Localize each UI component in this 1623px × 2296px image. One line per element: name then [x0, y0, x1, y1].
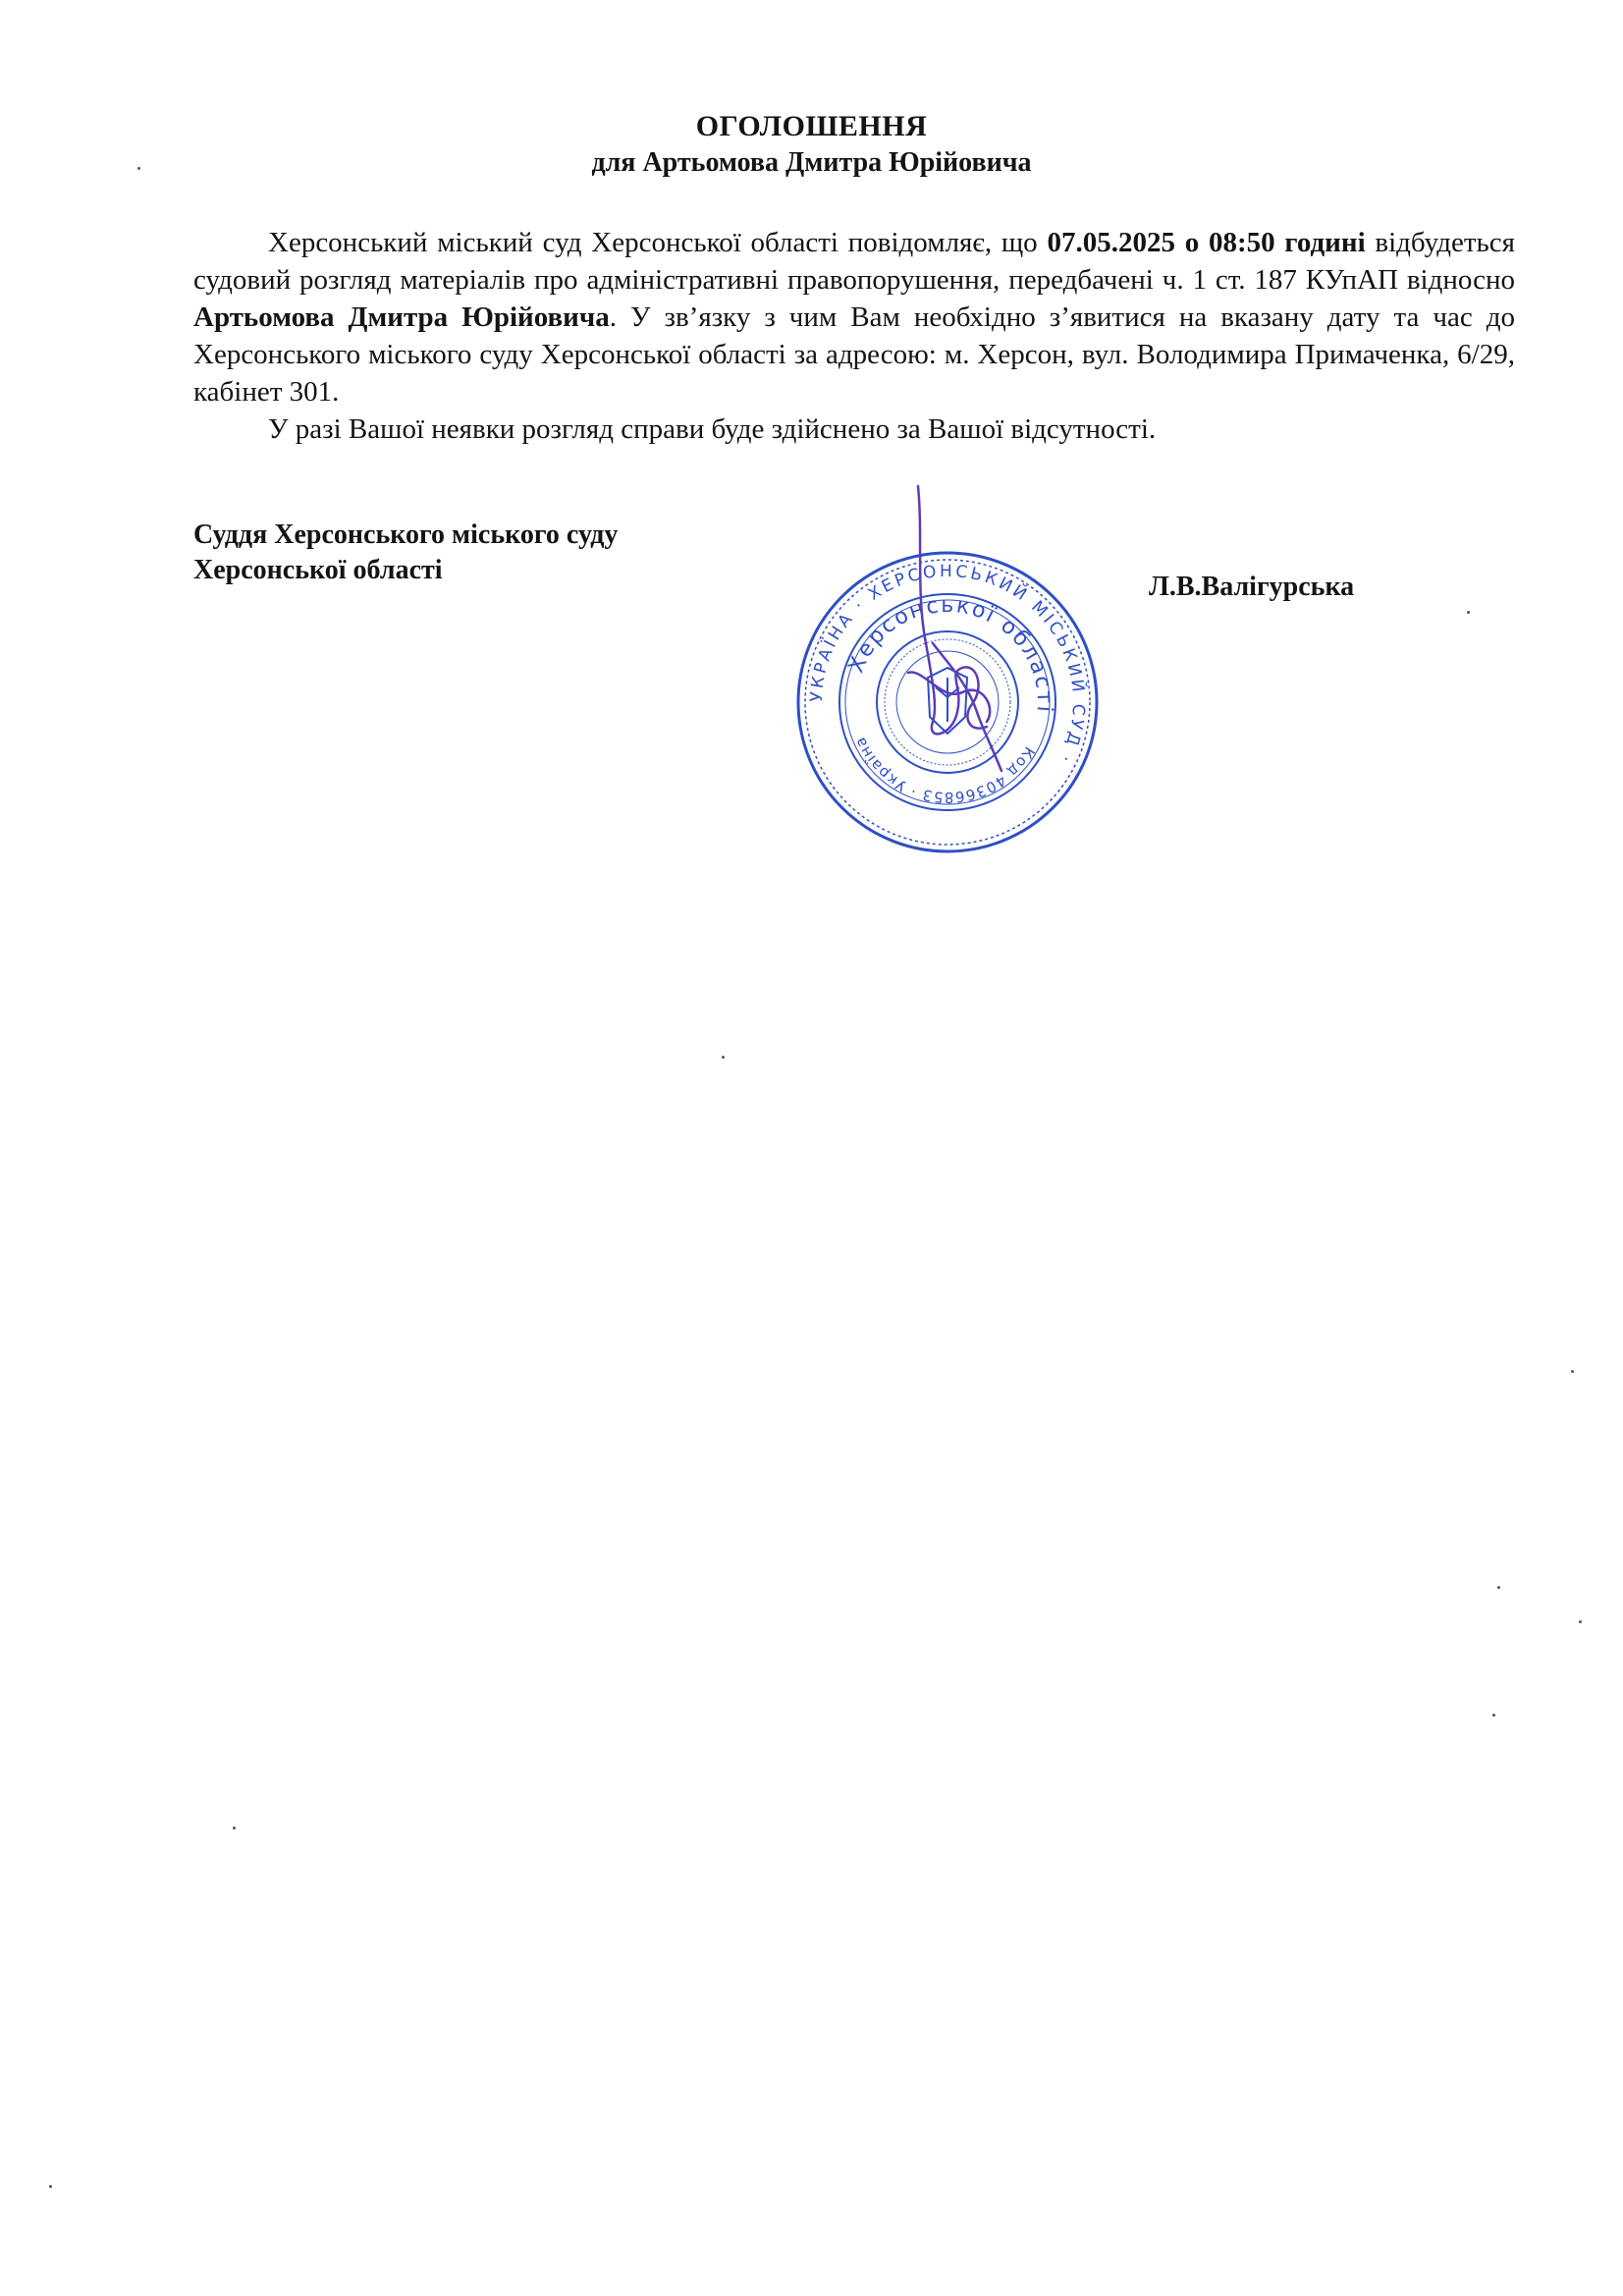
- scan-speck: [722, 1056, 725, 1059]
- document-title: ОГОЛОШЕННЯ: [695, 110, 928, 142]
- notice-paragraph-2: У разі Вашої неявки розгляд справи буде здійснено за Вашої відсутності.: [268, 413, 1157, 445]
- judge-position: [193, 518, 618, 588]
- header: [0, 108, 1623, 181]
- scan-speck: [1571, 1370, 1574, 1373]
- scan-speck: [1492, 1714, 1495, 1717]
- scan-speck: [137, 167, 140, 170]
- notice-text-1: Херсонський міський суд Херсонської області повідомляє, що: [268, 227, 1048, 258]
- notice-text-3: . У зв’язку з чим Вам необхідно з’явитися на вказану дату та час до Херсонського міського суду Херсонської області за адресою: м. Херсон, вул. Володимира Примаченка, 6/29, кабінет 301.: [193, 301, 1515, 408]
- stamp-outer-text: УКРАЇНА · ХЕРСОНСЬКИЙ МІСЬКИЙ СУД ·: [806, 561, 1089, 768]
- hearing-datetime: 07.05.2025 о 08:50 годині: [1047, 227, 1366, 258]
- judge-position-line-1: Суддя Херсонського міського суду: [193, 519, 619, 550]
- judge-name: Л.В.Валігурська: [1149, 572, 1355, 602]
- scan-speck: [1467, 611, 1470, 614]
- scan-speck: [1579, 1620, 1582, 1623]
- judge-position-line-2: Херсонської області: [193, 555, 443, 585]
- scan-speck: [49, 2185, 52, 2188]
- court-seal-stamp: [790, 476, 1105, 854]
- notice-paragraph-1: [193, 224, 1515, 410]
- scan-speck: [1497, 1586, 1500, 1589]
- document-subtitle: для Артьомова Дмитра Юрійовича: [591, 147, 1032, 178]
- stamp-inner-text: Херсонської області: [843, 592, 1057, 715]
- notice-text-2: відбудеться судовий розгляд матеріалів про адміністративні правопорушення, передбачені ч. 1 ст. 187 КУпАП відносно: [193, 227, 1515, 296]
- svg-text:Херсонської області: [844, 593, 1057, 715]
- svg-text:Код 40366853 · Україна: [851, 734, 1039, 806]
- notice-body: [193, 224, 1515, 448]
- judge-signature: [908, 486, 1001, 771]
- scan-speck: [233, 1827, 236, 1830]
- stamp-code-text: Код 40366853 · Україна: [850, 734, 1039, 807]
- defendant-name: Артьомова Дмитра Юрійовича: [193, 301, 610, 333]
